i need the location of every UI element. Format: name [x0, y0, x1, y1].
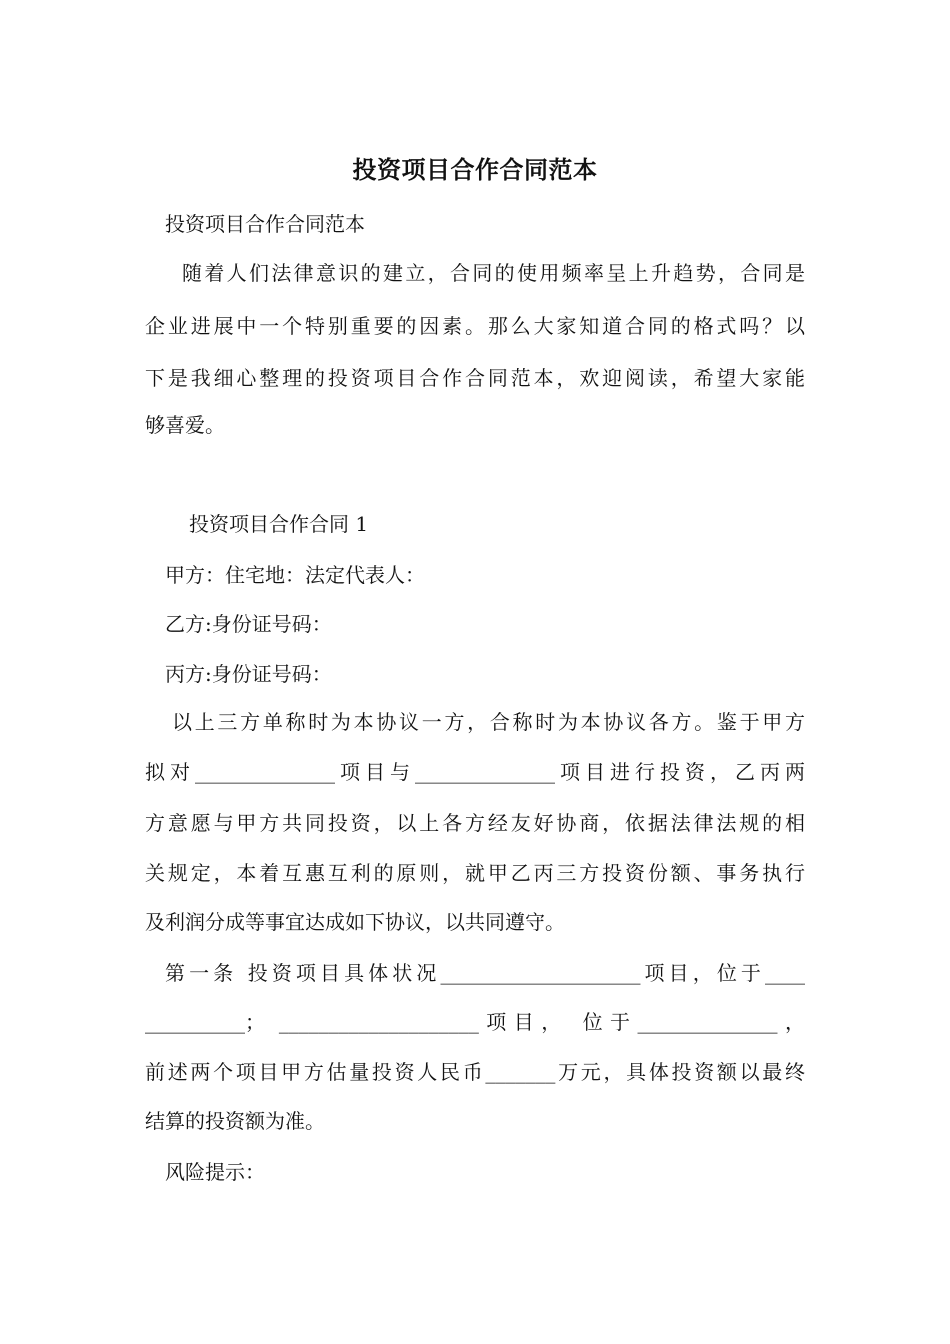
paragraph-line: 以上三方单称时为本协议一方，合称时为本协议各方。鉴于甲方	[172, 710, 805, 734]
intro-line-3: 下是我细心整理的投资项目合作合同范本，欢迎阅读，希望大家能	[145, 366, 805, 390]
paragraph-line: 关规定，本着互惠互利的原则，就甲乙丙三方投资份额、事务执行	[145, 861, 805, 885]
article-1-line: 第一条 投资项目具体状况____________________项目，位于____	[165, 961, 805, 985]
document-title: 投资项目合作合同范本	[352, 156, 598, 184]
party-a-line: 甲方：住宅地：法定代表人：	[165, 563, 425, 587]
contract-heading: 投资项目合作合同 1	[189, 512, 369, 536]
intro-line-2: 企业进展中一个特别重要的因素。那么大家知道合同的格式吗？以	[145, 314, 805, 338]
party-c-line: 丙方:身份证号码：	[165, 662, 332, 686]
intro-line-1: 随着人们法律意识的建立，合同的使用频率呈上升趋势，合同是	[182, 261, 805, 285]
party-b-line: 乙方:身份证号码：	[165, 612, 332, 636]
paragraph-line: 方意愿与甲方共同投资，以上各方经友好协商，依据法律法规的相	[145, 811, 805, 835]
subtitle: 投资项目合作合同范本	[165, 212, 365, 236]
article-1-line: 前述两个项目甲方估量投资人民币_______万元，具体投资额以最终	[145, 1060, 805, 1084]
article-1-line: __________； ____________________项目， 位于______________，	[145, 1010, 805, 1034]
paragraph-line: 拟对______________项目与______________项目进行投资，乙丙两	[145, 760, 805, 784]
risk-notice-heading: 风险提示：	[165, 1160, 265, 1184]
article-1-line: 结算的投资额为准。	[145, 1109, 325, 1133]
intro-line-4: 够喜爱。	[145, 413, 225, 437]
paragraph-line: 及利润分成等事宜达成如下协议，以共同遵守。	[145, 910, 565, 934]
